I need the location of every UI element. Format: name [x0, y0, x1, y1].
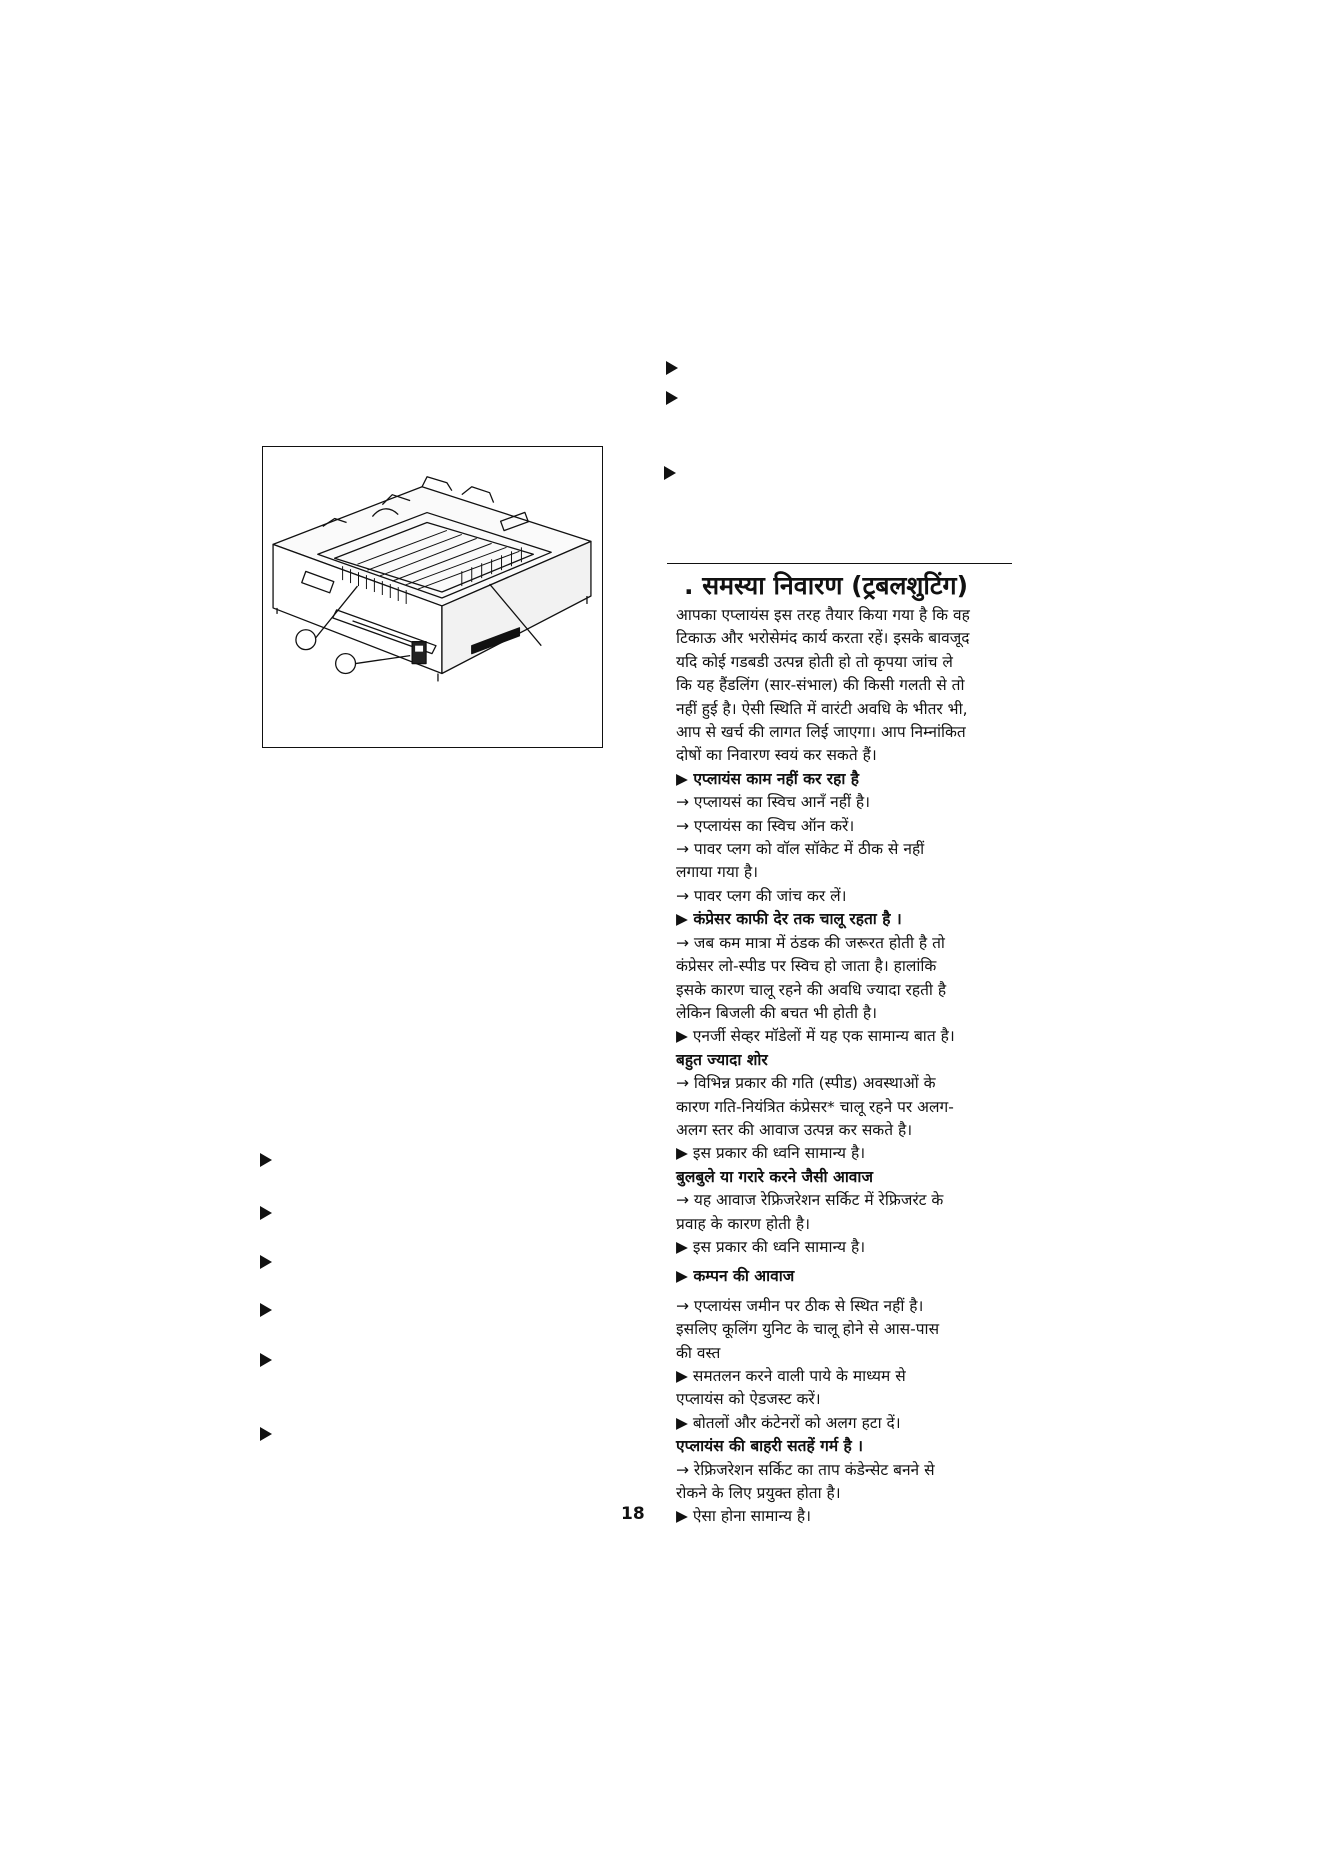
- bullet-marker: [666, 361, 678, 375]
- text-line: इसलिए कूलिंग युनिट के चालू होने से आस-पास: [676, 1320, 940, 1339]
- section-title: . समस्या निवारण (ट्रबलशुटिंग): [684, 571, 969, 600]
- text-line: कंप्रेसर लो-स्पीड पर स्विच हो जाता है। हालांकि: [676, 957, 937, 976]
- text-line: आपका एप्लायंस इस तरह तैयार किया गया है कि वह: [676, 606, 970, 624]
- problem-heading: ▶ कंप्रेसर काफी देर तक चालू रहता है ।: [676, 910, 902, 929]
- text-line: की वस्त: [676, 1343, 721, 1362]
- text-line: आप से खर्च की लागत लिई जाएगा। आप निम्नांकित: [676, 723, 966, 742]
- problem-heading: एप्लायंस की बाहरी सतहें गर्म है ।: [676, 1437, 864, 1456]
- text-line: रोकने के लिए प्रयुक्त होता है।: [676, 1484, 841, 1503]
- bullet-marker: [260, 1353, 272, 1367]
- text-line: ▶ ऐसा होना सामान्य है।: [676, 1507, 811, 1526]
- text-line: ▶ इस प्रकार की ध्वनि सामान्य है।: [676, 1144, 866, 1163]
- problem-heading: बुलबुले या गरारे करने जैसी आवाज: [676, 1167, 873, 1186]
- text-line: ▶ बोतलों और कंटेनरों को अलग हटा दें।: [676, 1413, 901, 1432]
- bullet-marker: [664, 466, 676, 480]
- text-line: टिकाऊ और भरोसेमंद कार्य करता रहें। इसके बावजूद: [676, 629, 970, 648]
- bullet-marker: [260, 1427, 272, 1441]
- problem-heading: ▶ एप्लायंस काम नहीं कर रहा है: [676, 769, 860, 788]
- text-line: ▶ एनर्जी सेव्हर मॉडेलों में यह एक सामान्य बात है।: [676, 1027, 955, 1046]
- problem-heading: ▶ कम्पन की आवाज: [676, 1267, 795, 1286]
- text-line: ▶ समतलन करने वाली पाये के माध्यम से: [676, 1367, 906, 1385]
- text-line: यदि कोई गडबडी उत्पन्न होती हो तो कृपया जांच ले: [676, 652, 953, 671]
- text-line: नहीं हुई है। ऐसी स्थिति में वारंटी अवधि के भीतर भी,: [676, 699, 968, 718]
- text-line: दोषों का निवारण स्वयं कर सकते हैं।: [676, 746, 877, 765]
- bullet-marker: [260, 1303, 272, 1317]
- text-line: → एप्लायंस जमीन पर ठीक से स्थित नहीं है।: [676, 1296, 924, 1315]
- text-line: कारण गति-नियंत्रित कंप्रेसर* चालू रहने पर अलग-: [676, 1097, 954, 1116]
- text-line: अलग स्तर की आवाज उत्पन्न कर सकते है।: [676, 1120, 913, 1139]
- drawer-illustration: [262, 446, 603, 748]
- bullet-marker: [260, 1153, 272, 1167]
- text-line: → एप्लायंस का स्विच ऑन करें।: [676, 816, 855, 835]
- text-line: → एप्लायसं का स्विच आनँ नहीं है।: [676, 793, 870, 812]
- bullet-marker: [666, 391, 678, 405]
- text-line: प्रवाह के कारण होती है।: [676, 1214, 810, 1233]
- page-number: 18: [621, 1504, 645, 1524]
- text-line: → पावर प्लग को वॉल सॉकेट में ठीक से नहीं: [676, 840, 925, 859]
- text-line: एप्लायंस को ऐडजस्ट करें।: [676, 1390, 821, 1409]
- text-line: → जब कम मात्रा में ठंडक की जरूरत होती है तो: [676, 933, 945, 952]
- bullet-marker: [260, 1206, 272, 1220]
- drawer-drawing: [263, 447, 602, 747]
- text-line: इसके कारण चालू रहने की अवधि ज्यादा रहती है: [676, 980, 947, 999]
- problem-heading: बहुत ज्यादा शोर: [676, 1050, 768, 1069]
- text-line: लगाया गया है।: [676, 863, 758, 882]
- text-line: लेकिन बिजली की बचत भी होती है।: [676, 1003, 878, 1022]
- text-line: → यह आवाज रेफ्रिजरेशन सर्किट में रेफ्रिजरंट के: [676, 1191, 944, 1210]
- troubleshooting-text: [676, 604, 1016, 1529]
- bullet-marker: [260, 1255, 272, 1269]
- text-line: → रेफ्रिजरेशन सर्किट का ताप कंडेन्सेट बनने से: [676, 1460, 935, 1479]
- text-line: कि यह हैंडलिंग (सार-संभाल) की किसी गलती से तो: [676, 676, 965, 695]
- text-line: ▶ इस प्रकार की ध्वनि सामान्य है।: [676, 1237, 866, 1256]
- text-line: → विभिन्न प्रकार की गति (स्पीड) अवस्थाओं के: [676, 1074, 936, 1093]
- text-line: → पावर प्लग की जांच कर लें।: [676, 886, 847, 905]
- section-rule: [667, 563, 1012, 564]
